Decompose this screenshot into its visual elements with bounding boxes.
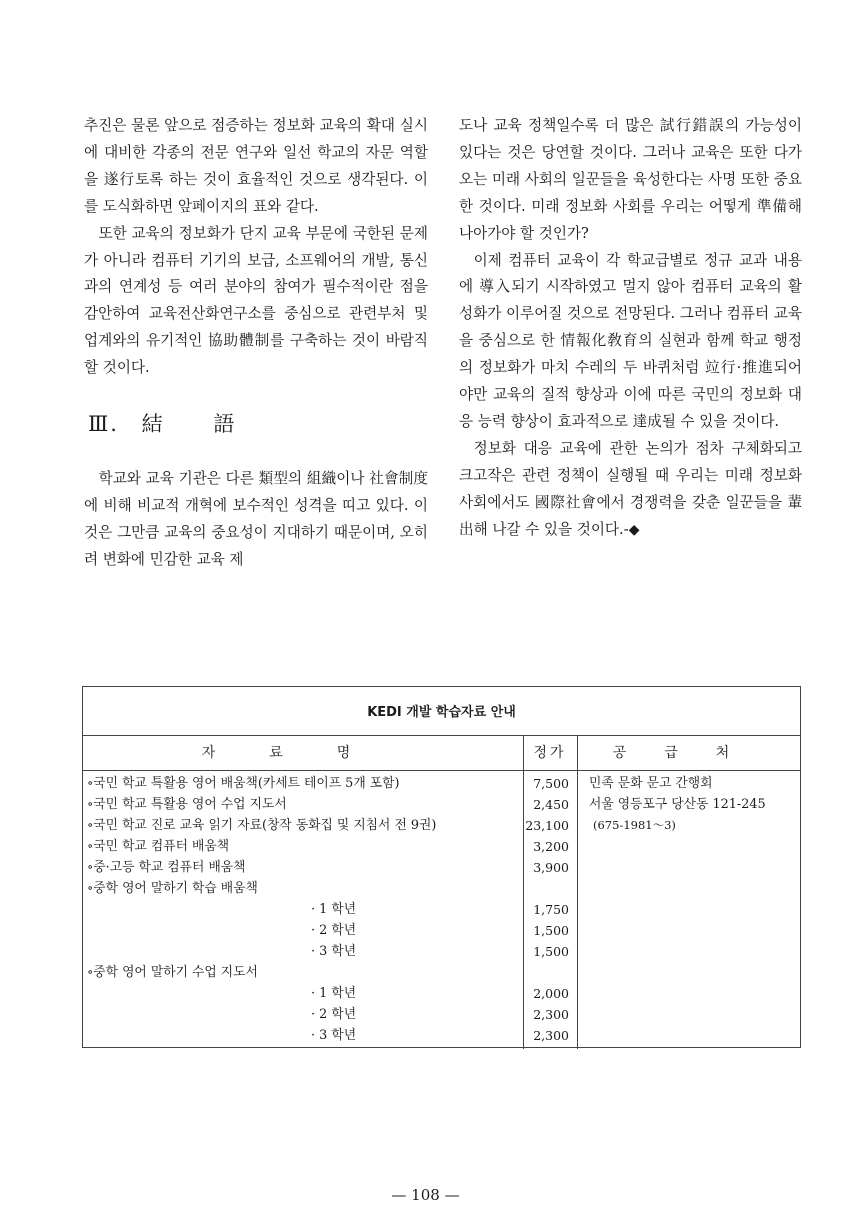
- right-paragraph-2: 이제 컴퓨터 교육이 각 학교급별로 정규 교과 내용에 導入되기 시작하였고 멀지 않아 컴퓨터 교육의 활성화가 이루어질 것으로 전망된다. 그러나 컴퓨터 교육을 중심으로 한 情報化敎育의 실현과 함께 학교 행정의 정보화가 마치 수레의 두 바퀴처럼 竝行·推進되어야만 교육의 질적 향상과 이에 따른 국민의 정보화 대응 능력 향상이 효과적으로 達成될 수 있을 것이다.: [459, 251, 803, 430]
- material-grade: · 2 학년: [311, 923, 357, 938]
- material-price: 2,300: [533, 1007, 569, 1022]
- right-paragraph-3: [459, 436, 802, 544]
- material-name: ∘국민 학교 컴퓨터 배움책: [87, 839, 230, 854]
- table-header: [83, 736, 800, 771]
- left-paragraph-3: 학교와 교육 기관은 다른 類型의 組織이나 社會制度에 비해 비교적 개혁에 보수적인 성격을 띠고 있다. 이것은 그만큼 교육의 중요성이 지대하기 때문이며, 오히려 변화에 민감한 교육 제: [84, 470, 428, 568]
- section-heading: [88, 409, 428, 439]
- table-row: [83, 983, 801, 1004]
- material-price: 1,500: [533, 944, 569, 959]
- supplier-phone: (675-1981～3): [593, 818, 676, 832]
- header-material-name: 자료명: [201, 745, 405, 761]
- page-number: — 108 —: [391, 1186, 460, 1204]
- table-row: [83, 920, 801, 941]
- table-row: [83, 941, 801, 962]
- material-price: 7,500: [533, 776, 569, 791]
- header-supplier: 공급처: [577, 736, 802, 770]
- material-name: ∘국민 학교 특활용 영어 배움책(카세트 테이프 5개 포함): [87, 776, 400, 791]
- table-row: [83, 962, 801, 983]
- material-price: 1,750: [533, 902, 569, 917]
- table-row: [83, 899, 801, 920]
- material-grade: · 2 학년: [311, 1007, 357, 1022]
- material-name: ∘중학 영어 말하기 수업 지도서: [87, 965, 258, 980]
- materials-table: [82, 686, 801, 1048]
- table-row: [83, 1004, 801, 1025]
- supplier-address: 서울 영등포구 당산동 121-245: [589, 797, 766, 812]
- material-name: ∘국민 학교 진로 교육 읽기 자료(창작 동화집 및 지침서 전 9권): [87, 818, 437, 833]
- table-body: [83, 771, 800, 1049]
- material-price: 3,900: [533, 860, 569, 875]
- right-column: [459, 113, 802, 544]
- right-paragraph-3-text: 정보화 대응 교육에 관한 논의가 점차 구체화되고 크고작은 관련 정책이 실행될 때 우리는 미래 정보화 사회에서도 國際社會에서 경쟁력을 갖춘 일꾼들을 輩出해 나갈 수 있을 것이다.: [459, 439, 802, 538]
- left-paragraph-1: 추진은 물론 앞으로 점증하는 정보화 교육의 확대 실시에 대비한 각종의 전문 연구와 일선 학교의 자문 역할을 遂行토록 하는 것이 효율적인 것으로 생각된다. 이를 도식화하면 앞페이지의 표와 같다.: [84, 117, 428, 215]
- left-paragraph-2: 또한 교육의 정보화가 단지 교육 부문에 국한된 문제가 아니라 컴퓨터 기기의 보급, 소프웨어의 개발, 통신과의 연계성 등 여러 분야의 참여가 필수적이란 점을 감안하여 교육전산화연구소를 중심으로 관련부처 및 업계와의 유기적인 協助體制를 구축하는 것이 바람직할 것이다.: [84, 224, 428, 377]
- material-name: ∘중학 영어 말하기 학습 배움책: [87, 881, 258, 896]
- material-grade: · 3 학년: [311, 1028, 357, 1043]
- left-column: [84, 113, 428, 574]
- material-price: 23,100: [525, 818, 569, 833]
- material-name: ∘중·고등 학교 컴퓨터 배움책: [87, 860, 246, 875]
- supplier-name: 민족 문화 문고 간행회: [589, 776, 713, 791]
- table-row: [83, 1025, 801, 1046]
- table-title: KEDI 개발 학습자료 안내: [83, 687, 800, 736]
- section-title-char-1: 結: [141, 412, 165, 437]
- table-row: [83, 836, 801, 857]
- header-price: 정가: [523, 736, 576, 770]
- material-grade: · 3 학년: [311, 944, 357, 959]
- section-number: Ⅲ.: [88, 412, 119, 437]
- supplier-info: [589, 773, 766, 836]
- end-mark-icon: -◆: [623, 521, 640, 538]
- material-price: 2,000: [533, 986, 569, 1001]
- material-price: 3,200: [533, 839, 569, 854]
- material-price: 2,450: [533, 797, 569, 812]
- material-price: 1,500: [533, 923, 569, 938]
- table-row: [83, 857, 801, 878]
- material-grade: · 1 학년: [311, 902, 357, 917]
- table-row: [83, 878, 801, 899]
- material-name: ∘국민 학교 특활용 영어 수업 지도서: [87, 797, 287, 812]
- section-title-char-2: 語: [213, 412, 237, 437]
- right-paragraph-1: 도나 교육 정책일수록 더 많은 試行錯誤의 가능성이 있다는 것은 당연할 것이다. 그러나 교육은 또한 다가오는 미래 사회의 일꾼들을 육성한다는 사명 또한 중요한 것이다. 미래 정보화 사회를 우리는 어떻게 準備해 나아가야 할 것인가?: [459, 117, 802, 242]
- material-grade: · 1 학년: [311, 986, 357, 1001]
- material-price: 2,300: [533, 1028, 569, 1043]
